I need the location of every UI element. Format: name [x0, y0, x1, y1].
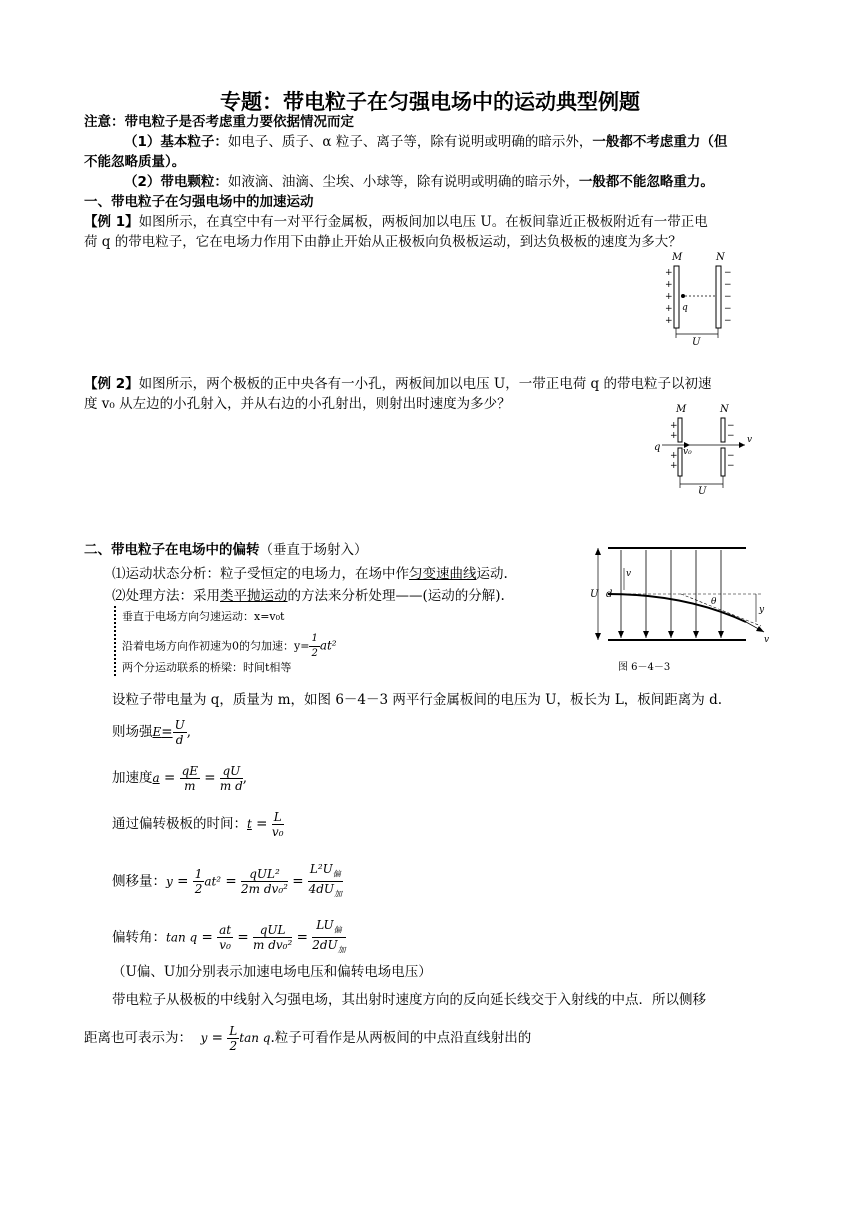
- fig3-caption: 图 6－4－3: [618, 662, 671, 673]
- fig1-plus-signs: [665, 268, 673, 326]
- note-item-1: （1）基本粒子：如电子、质子、α 粒子、离子等，除有说明或明确的暗示外，一般都不考虑重力（但: [124, 134, 728, 150]
- fig2-label-q: q: [654, 442, 661, 453]
- fig1-plate-m: [674, 266, 679, 328]
- svg-text:+: +: [670, 421, 678, 431]
- conclusion-line-1: 带电粒子从极板的中线射入匀强电场，其出射时速度方向的反向延长线交于入射线的中点．所以侧移: [112, 992, 706, 1008]
- bullet-accelerated-motion: 沿着电场方向作初速为0的匀加速：y= $\frac{1}{2}$ at²: [122, 633, 337, 659]
- fig2-label-n: N: [720, 404, 729, 415]
- fig3-trajectory: [608, 594, 746, 622]
- svg-text:+: +: [665, 280, 673, 290]
- example-2-line-2: 度 v₀ 从左边的小孔射入，并从右边的小孔射出，则射出时速度为多少？: [84, 396, 511, 412]
- fig3-label-d: d: [606, 589, 613, 600]
- fig1-label-m: M: [672, 252, 683, 263]
- fig1-charge-dot: [681, 294, 685, 298]
- svg-text:+: +: [665, 304, 673, 314]
- figure-1-parallel-plates: [650, 248, 740, 348]
- note-item-2: （2）带电颗粒：如液滴、油滴、尘埃、小球等，除有说明或明确的暗示外，一般都不能忽略重力。: [124, 174, 714, 190]
- svg-text:−: −: [724, 292, 732, 302]
- svg-text:−: −: [724, 304, 732, 314]
- section-2-heading: 二、带电粒子在电场中的偏转（垂直于场射入）: [84, 542, 368, 558]
- fig2-label-v0: v₀: [683, 447, 692, 457]
- svg-text:−: −: [724, 316, 732, 326]
- bullet-time-bridge: 两个分运动联系的桥梁：时间t相等: [122, 661, 292, 674]
- deflection-angle-formula: 偏转角：tan q = $\frac{at}{\text{v₀}}$ = $\frac{\text{qUL}}{\text{m dv₀²}}$ = $\frac{LU_偏}{2dU_加}$: [112, 918, 346, 955]
- fig2-label-m: M: [676, 404, 687, 415]
- figure-6-4-3-deflection: [586, 540, 776, 680]
- bullet-bracket: [114, 606, 118, 676]
- figure-2-plates-with-holes: [650, 400, 760, 496]
- fig3-label-u: U: [590, 589, 599, 600]
- svg-text:+: +: [665, 292, 673, 302]
- note-item-1-cont: 不能忽略质量）。: [84, 154, 186, 170]
- displacement-formula: 侧移量：y = $\frac{1}{2}$ at² = $\frac{\text{qUL²}}{\text{2m dv₀²}}$ = $\frac{L^2U_偏}{4dU_加}$: [112, 862, 343, 899]
- svg-text:−: −: [727, 421, 735, 431]
- example-2-line-1: 【例 2】如图所示，两个极板的正中央各有一小孔，两板间加以电压 U，一带正电荷 q 的带电粒子以初速: [84, 376, 712, 392]
- svg-text:−: −: [724, 280, 732, 290]
- svg-text:+: +: [670, 431, 678, 441]
- conclusion-line-2: 距离也可表示为： y = $\frac{L}{2}$ tan q.粒子可看作是从两板间的中点沿直线射出的: [84, 1024, 532, 1053]
- time-formula: 通过偏转极板的时间：t = $\frac{L}{\text{v₀}}$: [112, 810, 284, 839]
- section-2-point-2: ⑵处理方法：采用类平抛运动的方法来分析处理——(运动的分解).: [112, 588, 505, 604]
- fig1-label-n: N: [716, 252, 725, 263]
- example-1-line-2: 荷 q 的带电粒子，它在电场力作用下由静止开始从正极板向负极板运动，到达负极板的速度为多大？: [84, 234, 682, 250]
- field-strength-formula: 则场强E= $\frac{U}{d}$ ,: [112, 718, 191, 747]
- example-1-line-1: 【例 1】如图所示，在真空中有一对平行金属板，两板间加以电压 U。在板间靠近正极板附近有一带正电: [84, 214, 708, 230]
- fig2-label-u: U: [698, 486, 707, 496]
- page-title: 专题：带电粒子在匀强电场中的运动典型例题: [220, 90, 640, 114]
- fig1-label-q: q: [682, 303, 688, 313]
- bullet-uniform-motion: 垂直于电场方向匀速运动：x=v₀t: [122, 610, 285, 623]
- svg-text:+: +: [665, 316, 673, 326]
- section-1-heading: 一、带电粒子在匀强电场中的加速运动: [84, 194, 314, 210]
- fig2-label-v: v: [747, 435, 753, 445]
- fig3-label-theta: θ: [711, 597, 717, 607]
- svg-text:−: −: [727, 461, 735, 471]
- fig1-plate-n: [716, 266, 721, 328]
- svg-text:−: −: [727, 431, 735, 441]
- fig1-minus-signs: [724, 268, 732, 326]
- fig1-label-u: U: [692, 337, 701, 348]
- fig3-label-v: v: [764, 635, 770, 645]
- svg-text:+: +: [670, 461, 678, 471]
- svg-text:−: −: [724, 268, 732, 278]
- voltage-note: （U偏、U加分别表示加速电场电压和偏转电场电压）: [112, 964, 432, 980]
- section-2-point-1: ⑴运动状态分析：粒子受恒定的电场力，在场中作匀变速曲线运动.: [112, 566, 508, 582]
- svg-text:+: +: [665, 268, 673, 278]
- setup-paragraph: 设粒子带电量为 q，质量为 m，如图 6－4－3 两平行金属板间的电压为 U，板长为 L，板间距离为 d.: [112, 692, 723, 708]
- note-heading: 注意：带电粒子是否考虑重力要依据情况而定: [84, 114, 354, 130]
- svg-text:−: −: [727, 451, 735, 461]
- fig3-label-y: y: [759, 605, 765, 615]
- svg-text:+: +: [670, 451, 678, 461]
- fig3-label-v0: v: [626, 569, 632, 579]
- acceleration-formula: 加速度a = $\frac{qE}{m}$ = $\frac{qU}{\text{m d}}$ ,: [112, 764, 248, 793]
